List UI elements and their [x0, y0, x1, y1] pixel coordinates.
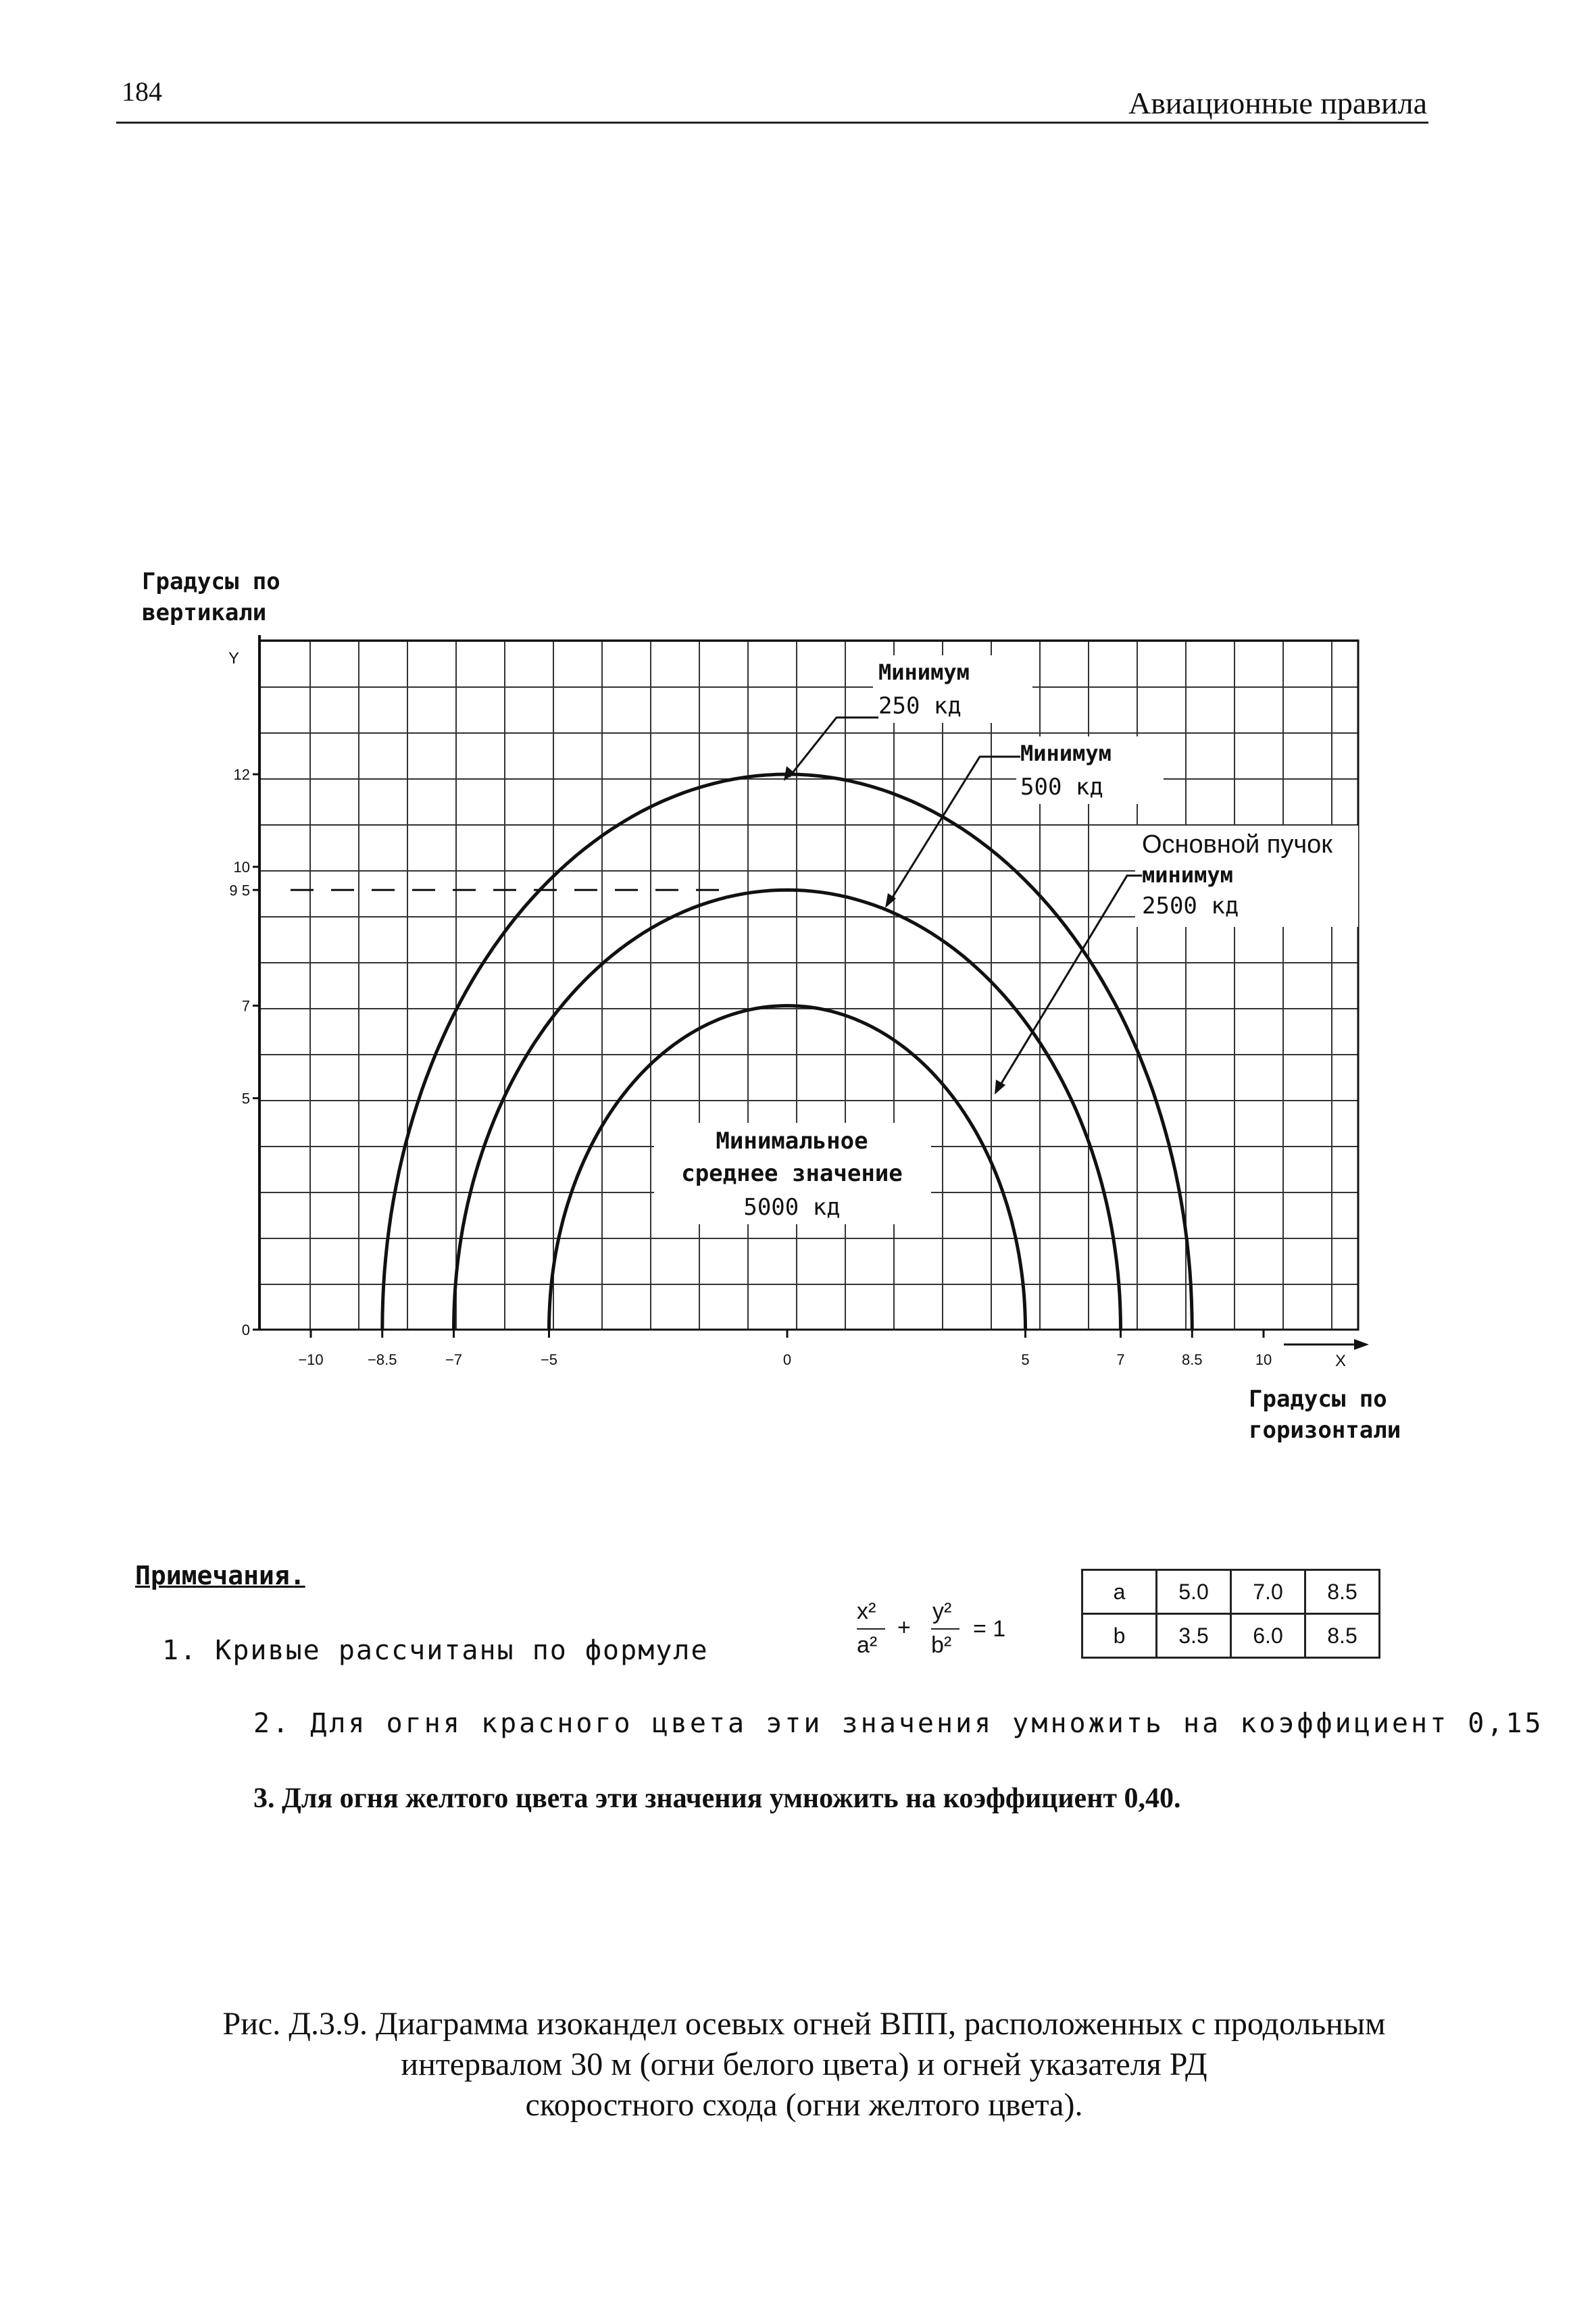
formula-b2: b² — [931, 1632, 952, 1658]
label-center-line2: среднее значение — [681, 1160, 903, 1187]
y-axis-title-line2: вертикали — [142, 599, 267, 626]
caption-line-3: скоростного схода (огни желтого цвета). — [525, 2087, 1083, 2123]
formula-bar-right — [931, 1628, 959, 1630]
label-500-line2: 500 кд — [1020, 774, 1103, 801]
plot-frame — [259, 635, 1369, 1350]
x-axis-title-line2: горизонтали — [1249, 1417, 1401, 1444]
formula-equals: = 1 — [973, 1616, 1006, 1642]
coefficients-table — [1081, 1569, 1380, 1659]
label-main-line2: минимум — [1142, 862, 1233, 888]
axis-ticks — [253, 774, 1264, 1338]
table-row-a — [1082, 1570, 1380, 1614]
label-main-line1: Основной пучок — [1142, 830, 1332, 859]
y-tick-label: 12 — [233, 766, 250, 783]
label-center-line1: Минимальное — [716, 1128, 868, 1155]
x-axis-arrowhead — [1354, 1339, 1369, 1350]
label-250-line1: Минимум — [878, 659, 970, 685]
y-tick-label: 10 — [233, 859, 250, 876]
y-tick-label: 0 — [241, 1322, 250, 1338]
x-tick-label: 7 — [1116, 1351, 1125, 1368]
label-250-line2: 250 кд — [878, 693, 962, 720]
y-axis-title-line1: Градусы по — [142, 568, 280, 595]
x-tick-label: −7 — [445, 1351, 463, 1368]
formula-bar-left — [857, 1628, 885, 1630]
notes-title: Примечания. — [135, 1561, 305, 1590]
label-500-line1: Минимум — [1020, 740, 1112, 766]
note-3: 3. Для огня желтого цвета эти значения умножить на коэффициент 0,40. — [253, 1783, 1181, 1814]
x-tick-label: −5 — [540, 1351, 558, 1368]
label-center-line3: 5000 кд — [743, 1194, 841, 1221]
page-number: 184 — [122, 76, 162, 107]
formula-plus: + — [897, 1615, 911, 1640]
isocandela-curves — [382, 774, 1193, 1330]
table-cell: 8.5 — [1305, 1614, 1380, 1658]
isocandela-curve-0 — [382, 774, 1193, 1330]
y-tick-label: 9 5 — [229, 882, 250, 899]
leader-main — [999, 876, 1142, 1088]
y-axis-letter: Y — [228, 649, 240, 668]
x-tick-label: −8.5 — [368, 1351, 397, 1368]
x-tick-label: 8.5 — [1181, 1351, 1203, 1368]
table-cell: b — [1082, 1614, 1157, 1658]
running-title: Авиационные правила — [1128, 86, 1427, 120]
formula — [853, 1594, 1055, 1682]
table-cell: 7.0 — [1231, 1570, 1305, 1614]
figure-caption — [162, 2004, 1446, 2126]
caption-line-2: интервалом 30 м (огни белого цвета) и огней указателя РД — [401, 2046, 1207, 2082]
note-1: 1. Кривые рассчитаны по формуле — [162, 1635, 709, 1666]
x-tick-label: −10 — [298, 1351, 324, 1368]
table-cell: 5.0 — [1157, 1570, 1231, 1614]
arrow-main — [995, 1080, 1005, 1095]
note-2: 2. Для огня красного цвета эти значения умножить на коэффициент 0,15 — [253, 1708, 1544, 1739]
y-tick-label: 7 — [241, 997, 250, 1015]
table-cell: a — [1082, 1570, 1157, 1614]
table-row-b — [1082, 1614, 1380, 1658]
table-cell: 6.0 — [1231, 1614, 1305, 1658]
plot-border — [259, 640, 1358, 1330]
grid — [259, 640, 1358, 1330]
x-tick-label: 0 — [782, 1351, 792, 1368]
formula-a2: a² — [857, 1632, 878, 1658]
label-main-line3: 2500 кд — [1142, 892, 1239, 920]
table-cell: 8.5 — [1305, 1570, 1380, 1614]
caption-line-1: Рис. Д.3.9. Диаграмма изокандел осевых огней ВПП, расположенных с продольным — [222, 2006, 1386, 2042]
table-cell: 3.5 — [1157, 1614, 1231, 1658]
x-tick-label: 10 — [1255, 1351, 1272, 1368]
leader-250 — [789, 718, 878, 777]
formula-y2: y² — [932, 1599, 952, 1624]
x-axis-title-line1: Градусы по — [1249, 1386, 1387, 1413]
x-axis-letter: X — [1335, 1352, 1347, 1370]
y-tick-label: 5 — [241, 1090, 250, 1107]
formula-x2: x² — [857, 1599, 876, 1624]
x-tick-label: 5 — [1021, 1351, 1030, 1368]
